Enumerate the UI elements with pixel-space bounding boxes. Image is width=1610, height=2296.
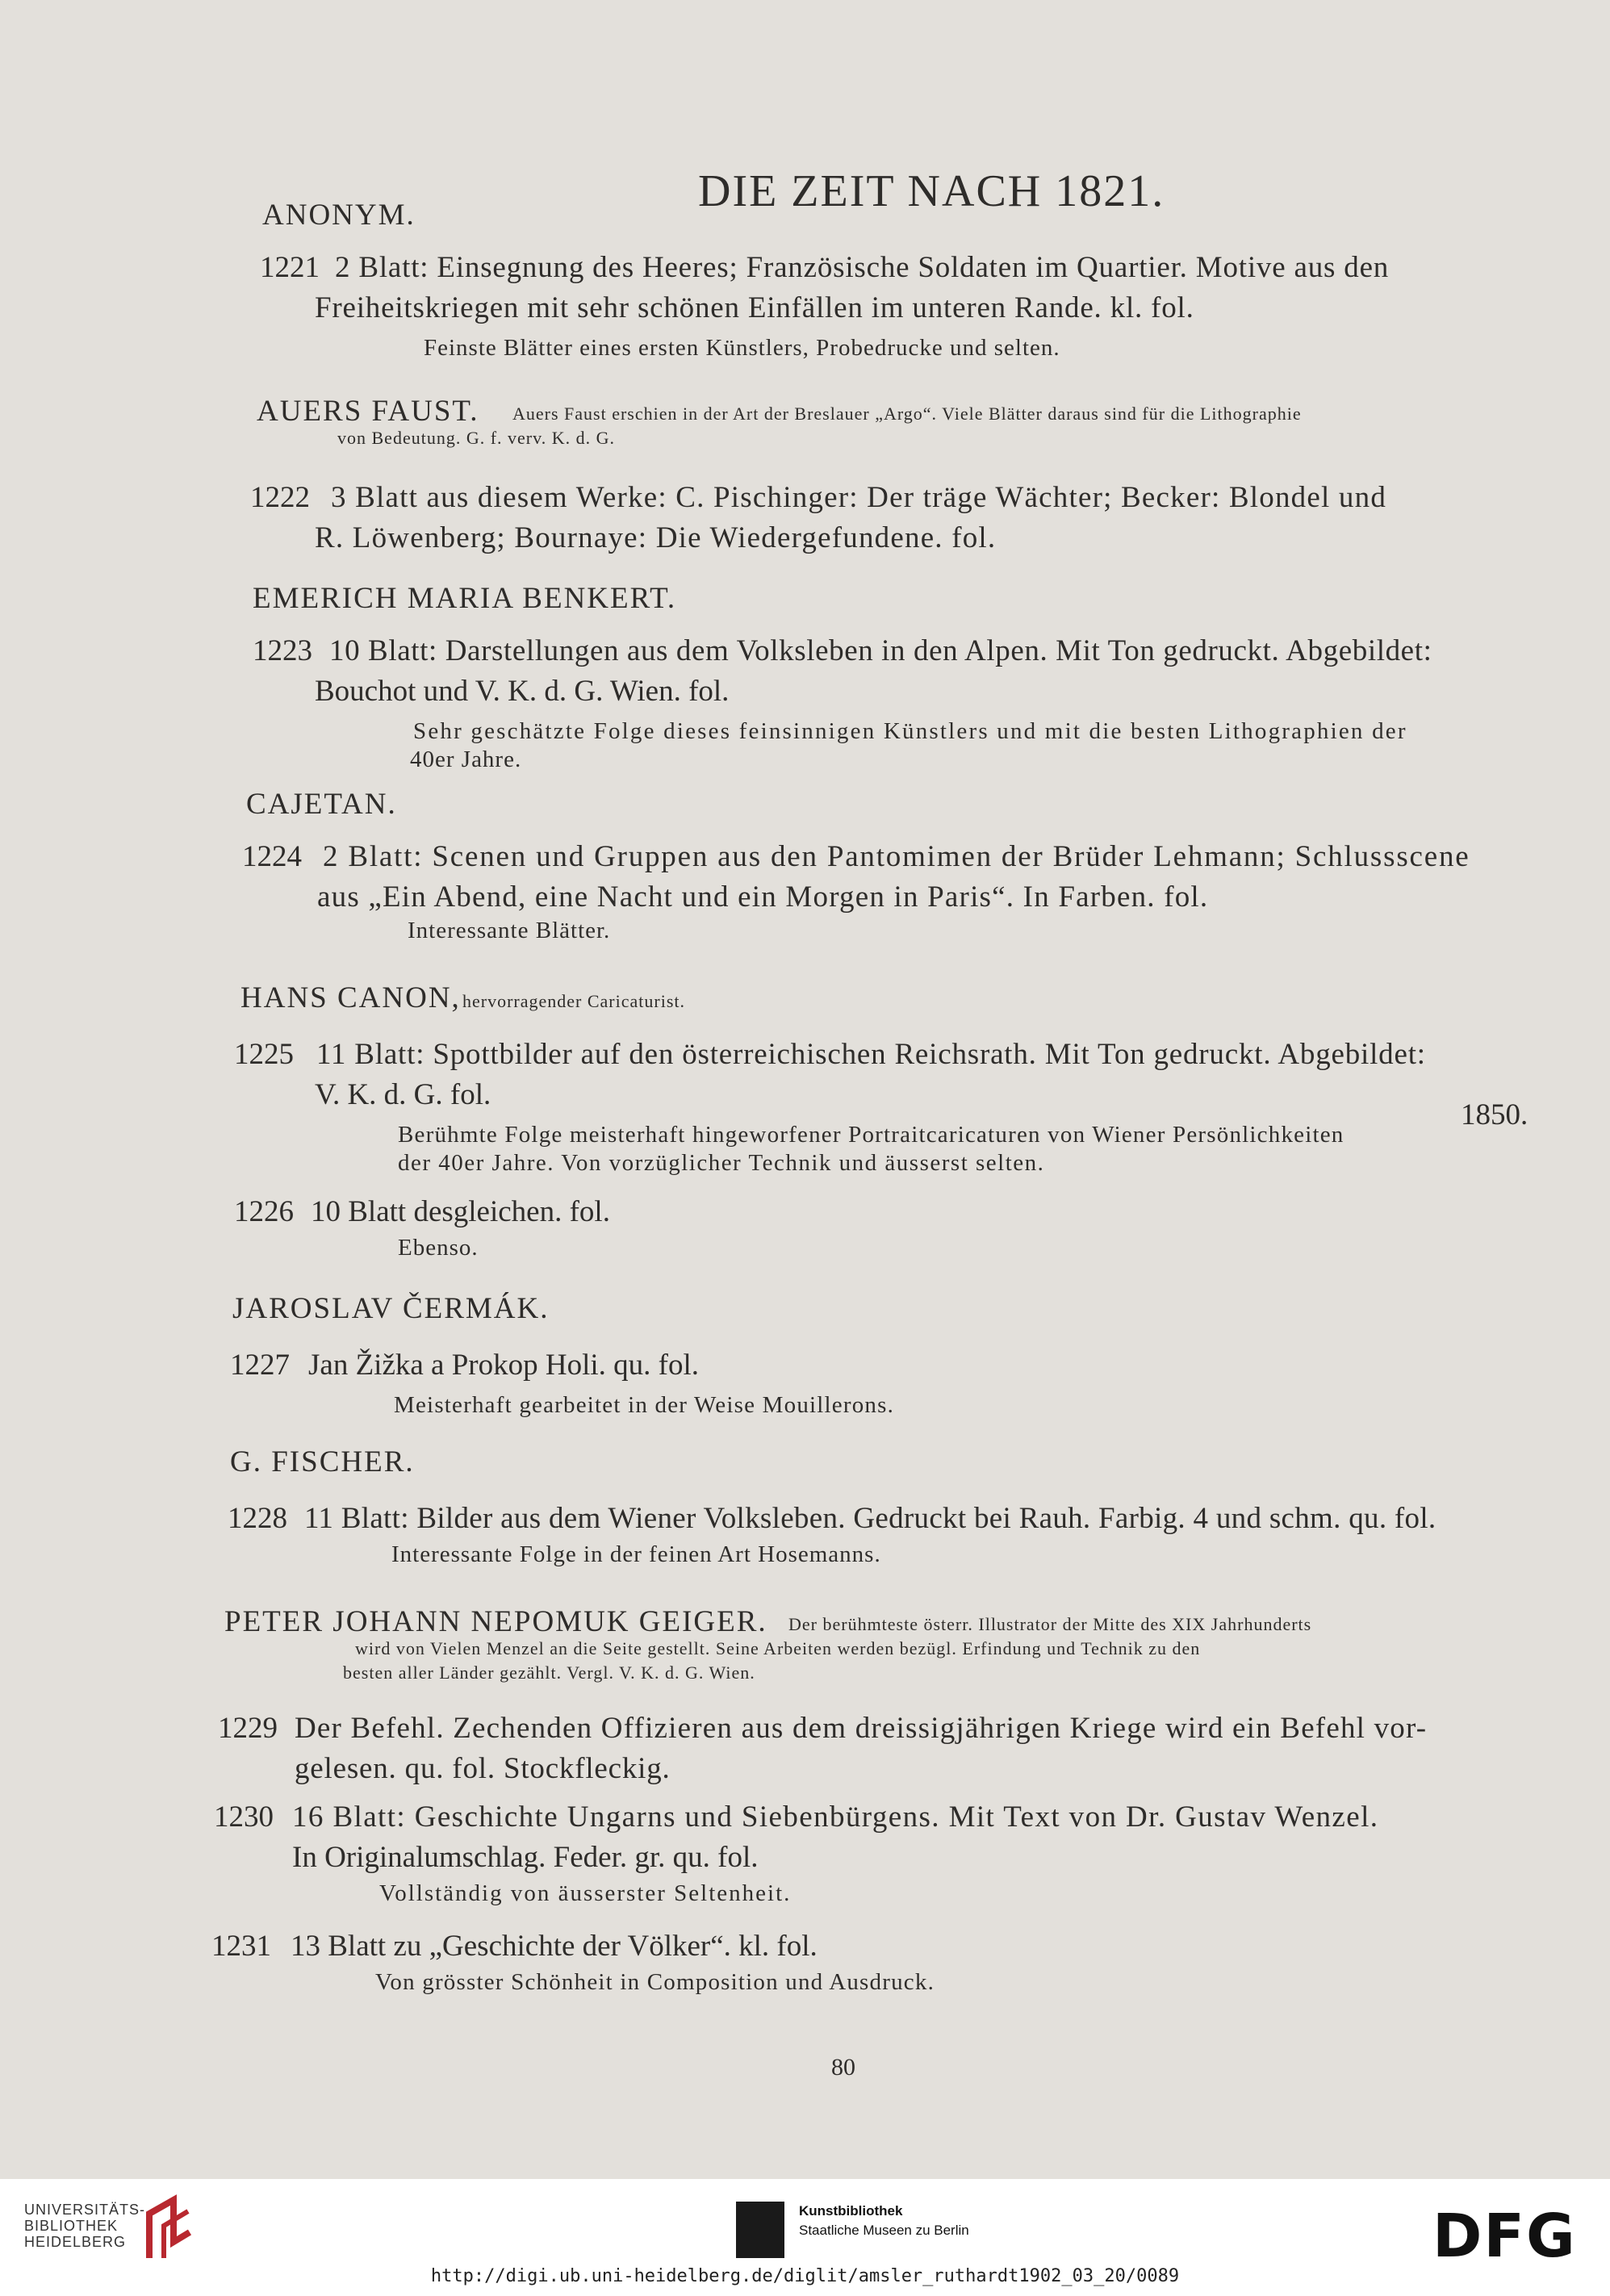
uni-line: HEIDELBERG: [24, 2234, 127, 2250]
artist-heading-cermak: JAROSLAV ČERMÁK.: [232, 1292, 550, 1325]
kunstbibliothek-label: [799, 2202, 969, 2240]
artist-description: hervorragender Caricaturist.: [462, 991, 685, 1011]
uni-line: BIBLIOTHEK: [24, 2218, 119, 2234]
kb-line: Kunstbibliothek: [799, 2203, 903, 2219]
entry-number: 1227: [230, 1349, 290, 1382]
artist-heading-anonym: ANONYM.: [262, 199, 416, 232]
footer-bar: [0, 2179, 1610, 2296]
entry-note: Interessante Blätter.: [408, 918, 611, 943]
artist-heading-cajetan: CAJETAN.: [246, 788, 397, 821]
artist-heading-geiger: PETER JOHANN NEPOMUK GEIGER.: [224, 1605, 767, 1638]
entry-note: Ebenso.: [398, 1235, 479, 1261]
artist-description: Auers Faust erschien in der Art der Breslauer „Argo“. Viele Blätter daraus sind für die Lithographie: [512, 404, 1302, 424]
entry-note: Interessante Folge in der feinen Art Hosemanns.: [391, 1541, 881, 1567]
entry-line: R. Löwenberg; Bournaye: Die Wiedergefundene. fol.: [315, 521, 997, 554]
entry-line: 2 Blatt: Scenen und Gruppen aus den Pantomimen der Brüder Lehmann; Schlussscene: [323, 840, 1470, 873]
entry-line: Bouchot und V. K. d. G. Wien. fol.: [315, 675, 730, 708]
entry-note: 40er Jahre.: [410, 747, 522, 772]
entry-line: 10 Blatt desgleichen. fol.: [311, 1195, 610, 1228]
entry-line: 10 Blatt: Darstellungen aus dem Volksleben in den Alpen. Mit Ton gedruckt. Abgebildet:: [329, 634, 1432, 667]
entry-line: 3 Blatt aus diesem Werke: C. Pischinger: Der träge Wächter; Becker: Blondel und: [331, 481, 1387, 514]
entry-line: aus „Ein Abend, eine Nacht und ein Morgen in Paris“. In Farben. fol.: [317, 880, 1209, 914]
entry-note: der 40er Jahre. Von vorzüglicher Technik und äusserst selten.: [398, 1150, 1045, 1176]
university-library-label: [24, 2202, 145, 2250]
entry-note: Berühmte Folge meisterhaft hingeworfener Portraitcaricaturen von Wiener Persönlichkeiten: [398, 1122, 1344, 1148]
artist-description: Der berühmteste österr. Illustrator der Mitte des XIX Jahrhunderts: [788, 1614, 1312, 1634]
entry-year: 1850.: [1461, 1098, 1528, 1131]
page-number: 80: [831, 2054, 855, 2081]
entry-line: gelesen. qu. fol. Stockfleckig.: [295, 1752, 671, 1785]
entry-number: 1229: [218, 1712, 278, 1745]
source-url-link[interactable]: http://digi.ub.uni-heidelberg.de/diglit/amsler_ruthardt1902_03_20/0089: [430, 2266, 1180, 2286]
dfg-logo: DFG: [1432, 2202, 1577, 2271]
entry-line: 11 Blatt: Spottbilder auf den österreichischen Reichsrath. Mit Ton gedruckt. Abgebildet:: [316, 1038, 1426, 1071]
artist-description: besten aller Länder gezählt. Vergl. V. K. d. G. Wien.: [343, 1662, 755, 1683]
entry-number: 1231: [211, 1930, 271, 1963]
entry-line: Freiheitskriegen mit sehr schönen Einfällen im unteren Rande. kl. fol.: [315, 291, 1194, 324]
page-title: DIE ZEIT NACH 1821.: [698, 166, 1165, 216]
entry-number: 1228: [228, 1502, 287, 1535]
artist-heading-benkert: EMERICH MARIA BENKERT.: [253, 582, 677, 615]
entry-line: 16 Blatt: Geschichte Ungarns und Siebenbürgens. Mit Text von Dr. Gustav Wenzel.: [292, 1800, 1379, 1834]
entry-line: In Originalumschlag. Feder. gr. qu. fol.: [292, 1841, 759, 1874]
entry-line: 11 Blatt: Bilder aus dem Wiener Volksleben. Gedruckt bei Rauh. Farbig. 4 und schm. qu. fol.: [304, 1502, 1436, 1535]
artist-heading-auers-faust: AUERS FAUST.: [257, 395, 479, 428]
entry-note: Von grösster Schönheit in Composition und Ausdruck.: [375, 1969, 935, 1995]
kb-line: Staatliche Museen zu Berlin: [799, 2223, 969, 2238]
entry-line: Der Befehl. Zechenden Offizieren aus dem dreissigjährigen Kriege wird ein Befehl vor-: [295, 1712, 1428, 1745]
artist-heading-canon: HANS CANON,: [240, 981, 461, 1014]
kunstbibliothek-logo-icon: [736, 2202, 784, 2258]
university-logo-icon: [141, 2194, 198, 2266]
entry-line: V. K. d. G. fol.: [315, 1078, 491, 1111]
entry-line: 2 Blatt: Einsegnung des Heeres; Französische Soldaten im Quartier. Motive aus den: [335, 251, 1390, 284]
entry-note: Vollständig von äusserster Seltenheit.: [379, 1880, 792, 1906]
entry-number: 1225: [234, 1038, 294, 1071]
entry-number: 1224: [242, 840, 302, 873]
entry-note: Feinste Blätter eines ersten Künstlers, Probedrucke und selten.: [424, 335, 1060, 361]
entry-note: Sehr geschätzte Folge dieses feinsinnigen Künstlers und mit die besten Lithographien der: [413, 718, 1407, 744]
entry-line: 13 Blatt zu „Geschichte der Völker“. kl. fol.: [291, 1930, 818, 1963]
entry-number: 1222: [250, 481, 310, 514]
entry-number: 1230: [214, 1800, 274, 1834]
entry-number: 1221: [260, 251, 320, 284]
artist-heading-fischer: G. FISCHER.: [230, 1445, 415, 1478]
entry-line: Jan Žižka a Prokop Holi. qu. fol.: [308, 1349, 699, 1382]
entry-number: 1226: [234, 1195, 294, 1228]
entry-number: 1223: [253, 634, 312, 667]
artist-description: von Bedeutung. G. f. verv. K. d. G.: [337, 428, 615, 448]
uni-line: UNIVERSITÄTS-: [24, 2202, 146, 2218]
artist-description: wird von Vielen Menzel an die Seite gestellt. Seine Arbeiten werden bezügl. Erfindung und Technik zu den: [355, 1638, 1201, 1658]
entry-note: Meisterhaft gearbeitet in der Weise Mouillerons.: [394, 1392, 895, 1418]
